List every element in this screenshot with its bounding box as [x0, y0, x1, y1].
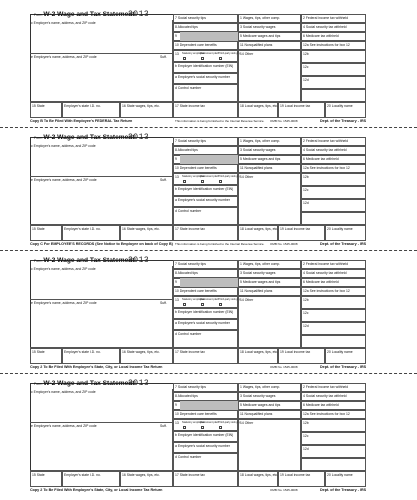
w2-copy — [0, 8, 417, 131]
w2-copy — [0, 131, 417, 254]
box-3-field[interactable]: 3 Social security wages — [238, 269, 301, 278]
copy-note: This information is being furnished to the Internal Revenue Service. — [175, 242, 265, 246]
copy-footer: Copy B To Be Filed With Employee's FEDERAL Tax Return — [30, 119, 133, 123]
box-a-field[interactable]: a Employee's social security number — [173, 196, 238, 207]
employee-info-field[interactable]: e Employee's name, address, and ZIP code — [30, 300, 173, 348]
box-15-id-field[interactable]: Employer's state I.D. no. — [62, 348, 120, 364]
box-20-field[interactable]: 20 Locality name — [325, 102, 366, 118]
box-13-field: 13 Statutory employee Retirement plan Third-party sick pay — [173, 50, 238, 62]
sickpay-checkbox[interactable] — [219, 180, 222, 183]
statutory-checkbox[interactable] — [183, 303, 186, 306]
box-12b-field[interactable]: 12b — [301, 50, 366, 63]
cut-line — [0, 127, 417, 128]
box-7-field[interactable]: 7 Social security tips — [173, 137, 238, 146]
copy-note: This information is being furnished to the Internal Revenue Service. — [175, 119, 265, 123]
box-19-field[interactable]: 19 Local income tax — [278, 348, 325, 364]
box-11-field[interactable]: 11 Nonqualified plans — [238, 287, 301, 296]
form-year: 2013 — [128, 10, 150, 19]
employee-info-field[interactable]: e Employee's name, address, and ZIP code — [30, 177, 173, 225]
box-12b-field[interactable]: 12b — [301, 173, 366, 186]
box-4-field[interactable]: 4 Social security tax withheld — [301, 392, 366, 401]
cut-line — [0, 373, 417, 374]
box-15-state-field[interactable]: 15 State — [30, 225, 62, 241]
box-14-field[interactable]: 14 Other — [238, 50, 301, 102]
box-5-field[interactable]: 5 Medicare wages and tips — [238, 278, 301, 287]
copy-footer: Copy C For EMPLOYEE'S RECORDS (See Notice to Employee on back of Copy B) — [30, 242, 173, 246]
suffix-label: Suff. — [160, 424, 167, 428]
box-d-field[interactable]: d Control number — [173, 84, 238, 102]
suffix-label: Suff. — [160, 301, 167, 305]
box-b-field[interactable]: b Employer identification number (EIN) — [173, 185, 238, 196]
form-title: FormW-2 Wage and Tax Statement — [34, 380, 135, 387]
box-14-field[interactable]: 14 Other — [238, 419, 301, 471]
box-9-shaded — [180, 32, 238, 41]
box-9-field[interactable]: 9 — [173, 155, 238, 164]
employer-info-field[interactable]: c Employer's name, address, and ZIP code — [30, 143, 173, 177]
box-17-field[interactable]: 17 State income tax — [173, 471, 238, 487]
box-17-field[interactable]: 17 State income tax — [173, 225, 238, 241]
box-1-field[interactable]: 1 Wages, tips, other comp. — [238, 383, 301, 392]
box-10-field[interactable]: 10 Dependent care benefits — [173, 41, 238, 50]
box-4-field[interactable]: 4 Social security tax withheld — [301, 269, 366, 278]
box-8-field[interactable]: 8 Allocated tips — [173, 146, 238, 155]
employee-info-field[interactable]: e Employee's name, address, and ZIP code — [30, 54, 173, 102]
box-2-field[interactable]: 2 Federal income tax withheld — [301, 14, 366, 23]
employer-info-field[interactable]: c Employer's name, address, and ZIP code — [30, 20, 173, 54]
box-19-field[interactable]: 19 Local income tax — [278, 102, 325, 118]
box-18-field[interactable]: 18 Local wages, tips, etc. — [238, 102, 278, 118]
box-12e-field[interactable] — [301, 335, 366, 348]
box-2-field[interactable]: 2 Federal income tax withheld — [301, 260, 366, 269]
dept-label: Dept. of the Treasury - IRS — [320, 488, 367, 492]
box-6-field[interactable]: 6 Medicare tax withheld — [301, 401, 366, 410]
box-20-field[interactable]: 20 Locality name — [325, 471, 366, 487]
box-3-field[interactable]: 3 Social security wages — [238, 392, 301, 401]
box-11-field[interactable]: 11 Nonqualified plans — [238, 164, 301, 173]
box-12c-field[interactable]: 12c — [301, 63, 366, 76]
retirement-checkbox[interactable] — [201, 426, 204, 429]
box-12e-field[interactable] — [301, 89, 366, 102]
box-5-field[interactable]: 5 Medicare wages and tips — [238, 401, 301, 410]
box-10-field[interactable]: 10 Dependent care benefits — [173, 410, 238, 419]
omb-number: OMB No. 1545-0008 — [270, 365, 298, 369]
form-title: FormW-2 Wage and Tax Statement — [34, 11, 135, 18]
box-15-id-field[interactable]: Employer's state I.D. no. — [62, 102, 120, 118]
box-1-field[interactable]: 1 Wages, tips, other comp. — [238, 14, 301, 23]
box-13-field: 13 Statutory employee Retirement plan Third-party sick pay — [173, 296, 238, 308]
employer-info-field[interactable]: c Employer's name, address, and ZIP code — [30, 266, 173, 300]
box-15-state-field[interactable]: 15 State — [30, 348, 62, 364]
copy-footer: Copy 2 To Be Filed With Employee's State, City, or Local Income Tax Return — [30, 488, 163, 492]
statutory-checkbox[interactable] — [183, 426, 186, 429]
suffix-label: Suff. — [160, 178, 167, 182]
box-d-field[interactable]: d Control number — [173, 330, 238, 348]
box-7-field[interactable]: 7 Social security tips — [173, 383, 238, 392]
box-a-field[interactable]: a Employee's social security number — [173, 319, 238, 330]
box-18-field[interactable]: 18 Local wages, tips, etc. — [238, 348, 278, 364]
box-15-state-field[interactable]: 15 State — [30, 102, 62, 118]
box-12d-field[interactable]: 12d — [301, 445, 366, 458]
box-5-field[interactable]: 5 Medicare wages and tips — [238, 155, 301, 164]
omb-number: OMB No. 1545-0008 — [270, 242, 298, 246]
box-7-field[interactable]: 7 Social security tips — [173, 14, 238, 23]
box-6-field[interactable]: 6 Medicare tax withheld — [301, 278, 366, 287]
dept-label: Dept. of the Treasury - IRS — [320, 242, 367, 246]
w2-copy — [0, 377, 417, 500]
copy-footer: Copy 2 To Be Filed With Employee's State, City, or Local Income Tax Return — [30, 365, 163, 369]
box-8-field[interactable]: 8 Allocated tips — [173, 392, 238, 401]
box-7-field[interactable]: 7 Social security tips — [173, 260, 238, 269]
retirement-checkbox[interactable] — [201, 180, 204, 183]
form-year: 2013 — [128, 256, 150, 265]
statutory-checkbox[interactable] — [183, 180, 186, 183]
dept-label: Dept. of the Treasury - IRS — [320, 119, 367, 123]
box-16-field[interactable]: 16 State wages, tips, etc. — [120, 348, 173, 364]
box-11-field[interactable]: 11 Nonqualified plans — [238, 410, 301, 419]
box-9-shaded — [180, 401, 238, 410]
box-16-field[interactable]: 16 State wages, tips, etc. — [120, 225, 173, 241]
box-14-field[interactable]: 14 Other — [238, 173, 301, 225]
box-14-field[interactable]: 14 Other — [238, 296, 301, 348]
box-12a-field[interactable]: 12a See instructions for box 12 — [301, 287, 366, 296]
box-d-field[interactable]: d Control number — [173, 207, 238, 225]
sickpay-checkbox[interactable] — [219, 426, 222, 429]
form-title: FormW-2 Wage and Tax Statement — [34, 134, 135, 141]
box-1-field[interactable]: 1 Wages, tips, other comp. — [238, 137, 301, 146]
box-3-field[interactable]: 3 Social security wages — [238, 146, 301, 155]
box-15-id-field[interactable]: Employer's state I.D. no. — [62, 471, 120, 487]
box-5-field[interactable]: 5 Medicare wages and tips — [238, 32, 301, 41]
box-8-field[interactable]: 8 Allocated tips — [173, 269, 238, 278]
box-17-field[interactable]: 17 State income tax — [173, 348, 238, 364]
box-16-field[interactable]: 16 State wages, tips, etc. — [120, 102, 173, 118]
box-20-field[interactable]: 20 Locality name — [325, 348, 366, 364]
form-year: 2013 — [128, 379, 150, 388]
box-12c-field[interactable]: 12c — [301, 309, 366, 322]
box-12e-field[interactable] — [301, 212, 366, 225]
box-2-field[interactable]: 2 Federal income tax withheld — [301, 137, 366, 146]
box-4-field[interactable]: 4 Social security tax withheld — [301, 23, 366, 32]
box-10-field[interactable]: 10 Dependent care benefits — [173, 287, 238, 296]
box-12d-field[interactable]: 12d — [301, 76, 366, 89]
box-15-id-field[interactable]: Employer's state I.D. no. — [62, 225, 120, 241]
box-12e-field[interactable] — [301, 458, 366, 471]
box-13-field: 13 Statutory employee Retirement plan Third-party sick pay — [173, 419, 238, 431]
statutory-checkbox[interactable] — [183, 57, 186, 60]
suffix-label: Suff. — [160, 55, 167, 59]
box-b-field[interactable]: b Employer identification number (EIN) — [173, 62, 238, 73]
box-6-field[interactable]: 6 Medicare tax withheld — [301, 155, 366, 164]
retirement-checkbox[interactable] — [201, 303, 204, 306]
box-12d-field[interactable]: 12d — [301, 322, 366, 335]
box-4-field[interactable]: 4 Social security tax withheld — [301, 146, 366, 155]
employer-info-field[interactable]: c Employer's name, address, and ZIP code — [30, 389, 173, 423]
box-20-field[interactable]: 20 Locality name — [325, 225, 366, 241]
box-12b-field[interactable]: 12b — [301, 296, 366, 309]
omb-number: OMB No. 1545-0008 — [270, 119, 298, 123]
box-17-field[interactable]: 17 State income tax — [173, 102, 238, 118]
box-12a-field[interactable]: 12a See instructions for box 12 — [301, 410, 366, 419]
box-9-shaded — [180, 155, 238, 164]
box-2-field[interactable]: 2 Federal income tax withheld — [301, 383, 366, 392]
dept-label: Dept. of the Treasury - IRS — [320, 365, 367, 369]
form-title: FormW-2 Wage and Tax Statement — [34, 257, 135, 264]
box-19-field[interactable]: 19 Local income tax — [278, 225, 325, 241]
box-18-field[interactable]: 18 Local wages, tips, etc. — [238, 225, 278, 241]
box-15-state-field[interactable]: 15 State — [30, 471, 62, 487]
cut-line — [0, 250, 417, 251]
employee-info-field[interactable]: e Employee's name, address, and ZIP code — [30, 423, 173, 471]
box-b-field[interactable]: b Employer identification number (EIN) — [173, 431, 238, 442]
box-a-field[interactable]: a Employee's social security number — [173, 442, 238, 453]
box-11-field[interactable]: 11 Nonqualified plans — [238, 41, 301, 50]
box-1-field[interactable]: 1 Wages, tips, other comp. — [238, 260, 301, 269]
sickpay-checkbox[interactable] — [219, 303, 222, 306]
retirement-checkbox[interactable] — [201, 57, 204, 60]
box-9-field[interactable]: 9 — [173, 32, 238, 41]
form-year: 2013 — [128, 133, 150, 142]
box-13-field: 13 Statutory employee Retirement plan Third-party sick pay — [173, 173, 238, 185]
box-b-field[interactable]: b Employer identification number (EIN) — [173, 308, 238, 319]
box-8-field[interactable]: 8 Allocated tips — [173, 23, 238, 32]
box-12c-field[interactable]: 12c — [301, 186, 366, 199]
box-d-field[interactable]: d Control number — [173, 453, 238, 471]
box-12d-field[interactable]: 12d — [301, 199, 366, 212]
omb-number: OMB No. 1545-0008 — [270, 488, 298, 492]
box-9-shaded — [180, 278, 238, 287]
box-12a-field[interactable]: 12a See instructions for box 12 — [301, 164, 366, 173]
box-9-field[interactable]: 9 — [173, 278, 238, 287]
sickpay-checkbox[interactable] — [219, 57, 222, 60]
box-6-field[interactable]: 6 Medicare tax withheld — [301, 32, 366, 41]
box-18-field[interactable]: 18 Local wages, tips, etc. — [238, 471, 278, 487]
box-12b-field[interactable]: 12b — [301, 419, 366, 432]
box-10-field[interactable]: 10 Dependent care benefits — [173, 164, 238, 173]
box-a-field[interactable]: a Employee's social security number — [173, 73, 238, 84]
box-19-field[interactable]: 19 Local income tax — [278, 471, 325, 487]
w2-copy — [0, 254, 417, 377]
box-16-field[interactable]: 16 State wages, tips, etc. — [120, 471, 173, 487]
box-3-field[interactable]: 3 Social security wages — [238, 23, 301, 32]
box-12c-field[interactable]: 12c — [301, 432, 366, 445]
box-9-field[interactable]: 9 — [173, 401, 238, 410]
box-12a-field[interactable]: 12a See instructions for box 12 — [301, 41, 366, 50]
